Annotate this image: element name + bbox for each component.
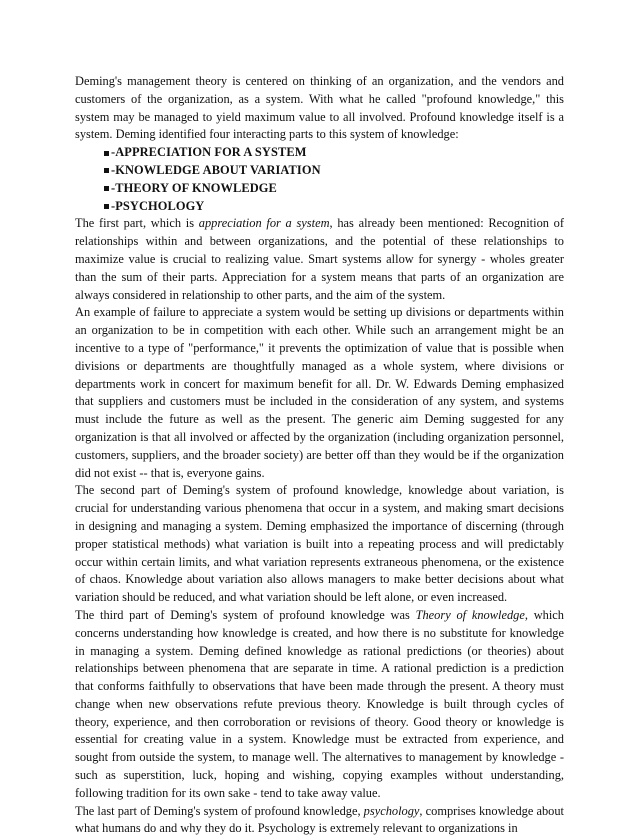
psychology-paragraph: The last part of Deming's system of profound knowledge, psychology, comprises knowledge about what humans do and why they do it. Psychology is extremely relevant to organizations in [75,803,564,836]
square-bullet-icon [104,186,109,191]
variation-paragraph: The second part of Deming's system of profound knowledge, knowledge about variation, is crucial for understanding various phenomena that occur in a system, and making smart decisions in designing and managing a system. Deming emphasized the importance of discerning (through proper statistical methods) what variation is built into a repeating process and will predictably occur within certain limits, and what variation represents extraneous phenomena, or the existence of chaos. Knowledge about variation also allows managers to make better decisions about what variation should be reduced, and what variation should be left alone, or even increased. [75,483,564,605]
theory-of-knowledge-paragraph: The third part of Deming's system of profound knowledge was Theory of knowledge, which concerns understanding how knowledge is created, and how there is no substitute for knowledge in managing a system. Deming defined knowledge as rational predictions (or theories) about relationships between phenomena that are separate in time. A rational prediction is a prediction that conforms faithfully to observations that have been made through the present. A theory must change when new observations refute previous theory. Knowledge is built through cycles of theory, experience, and then corroboration or revisions of theory. Good theory or knowledge is essential for creating value in a system. Knowledge must be extracted from experience, and sought from outside the system, to manage well. The alternatives to management by knowledge - such as superstition, luck, hoping and wishing, copying examples without understanding, following tradition for its own sake - tend to take away value. [75,607,564,800]
appreciation-paragraph: The first part, which is appreciation for a system, has already been mentioned: Recognition of relationships within and between organizations, and the potential of these relationships to maximize value is crucial to realizing value. Smart systems allow for synergy - wholes greater than the sum of their parts. Appreciation for a system means that parts of an organization are always considered in relationship to other parts, and the aim of the system. [75,216,565,302]
square-bullet-icon [104,204,109,209]
list-item: - APPRECIATION FOR A SYSTEM [104,144,564,162]
failure-example-paragraph: An example of failure to appreciate a system would be setting up divisions or departments within an organization to be in competition with each other. While such an arrangement might be an incentive to a type of "performance," it prevents the optimization of value that is possible when divisions or departments are thoughtfully managed as a whole system, where divisions or departments work in concert for maximum benefit for all. Dr. W. Edwards Deming emphasized that suppliers and customers must be included in the consideration of any system, and systems must include the future as well as the present. The generic aim Deming suggested for any organization is that all involved or affected by the organization (including organization personnel, customers, suppliers, and the broader society) are better off than they would be if the organization did not exist -- that is, everyone gains. [75,305,564,480]
knowledge-parts-list [75,144,564,215]
list-item: - KNOWLEDGE ABOUT VARIATION [104,162,564,180]
square-bullet-icon [104,168,109,173]
intro-paragraph: Deming's management theory is centered on thinking of an organization, and the vendors and customers of the organization, as a system. With what he called "profound knowledge," this system may be managed to yield maximum value to all involved. Profound knowledge itself is a system. Deming identified four interacting parts to this system of knowledge: [75,74,564,142]
document-body [75,73,564,838]
square-bullet-icon [104,151,109,156]
list-item: - PSYCHOLOGY [104,198,564,216]
list-item: - THEORY OF KNOWLEDGE [104,180,564,198]
